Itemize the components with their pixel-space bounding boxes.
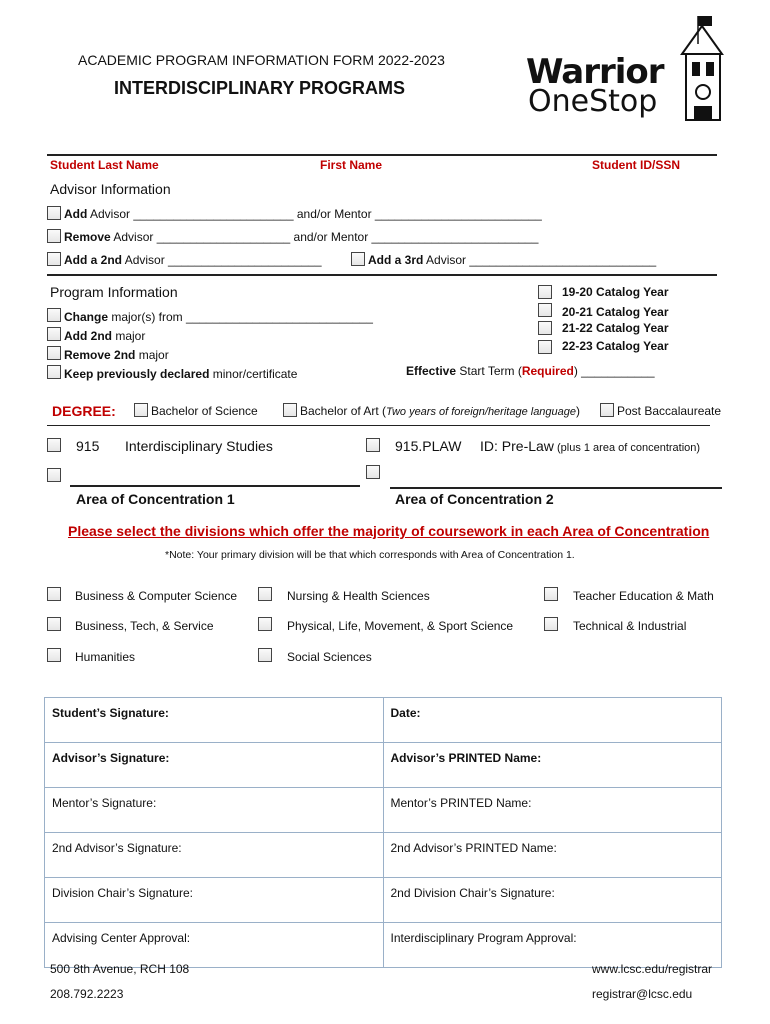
- add-2nd-major-checkbox[interactable]: [47, 327, 61, 341]
- post-bacc-label: Post Baccalaureate: [617, 404, 722, 418]
- concentration-1-checkbox[interactable]: [47, 468, 61, 482]
- bachelor-science-label: Bachelor of Science: [151, 404, 258, 418]
- concentration-1-field[interactable]: [70, 485, 360, 487]
- division-social-sciences-checkbox[interactable]: [258, 648, 272, 662]
- advisor-info-heading: Advisor Information: [50, 181, 171, 197]
- mentor-signature-cell[interactable]: Mentor’s Signature:: [45, 788, 384, 833]
- catalog-22-23-checkbox[interactable]: [538, 340, 552, 354]
- division-physical-life-checkbox[interactable]: [258, 617, 272, 631]
- add-advisor-checkbox[interactable]: [47, 206, 61, 220]
- change-major-line: Change major(s) from ____________________________: [64, 310, 373, 324]
- division-chair-signature-cell[interactable]: Division Chair’s Signature:: [45, 878, 384, 923]
- major-name-interdisciplinary: Interdisciplinary Studies: [125, 438, 273, 454]
- catalog-21-22-label: 21-22 Catalog Year: [562, 321, 669, 335]
- warrior-onestop-logo: Warrior OneStop: [526, 14, 726, 124]
- catalog-22-23-label: 22-23 Catalog Year: [562, 339, 669, 353]
- student-last-name-label: Student Last Name: [50, 158, 159, 172]
- major-code-915-plaw: 915.PLAW: [395, 438, 462, 454]
- catalog-19-20-label: 19-20 Catalog Year: [562, 285, 669, 299]
- second-advisor-printed-name-cell[interactable]: 2nd Advisor’s PRINTED Name:: [383, 833, 722, 878]
- program-info-heading: Program Information: [50, 284, 178, 300]
- bachelor-art-label: Bachelor of Art (Two years of foreign/heritage language): [300, 404, 581, 418]
- catalog-20-21-label: 20-21 Catalog Year: [562, 305, 669, 319]
- catalog-19-20-checkbox[interactable]: [538, 285, 552, 299]
- division-business-cs-label: Business & Computer Science: [75, 589, 238, 603]
- table-row: [45, 698, 722, 743]
- concentration-2-field[interactable]: [390, 487, 722, 489]
- student-id-label: Student ID/SSN: [592, 158, 681, 172]
- bachelor-art-checkbox[interactable]: [283, 403, 297, 417]
- division-physical-life-label: Physical, Life, Movement, & Sport Science: [287, 619, 514, 633]
- degree-label: DEGREE:: [52, 403, 116, 419]
- add-3rd-advisor-checkbox[interactable]: [351, 252, 365, 266]
- division-business-cs-checkbox[interactable]: [47, 587, 61, 601]
- student-signature-cell[interactable]: Student’s Signature:: [45, 698, 384, 743]
- divisions-note: *Note: Your primary division will be that which corresponds with Area of Concentration 1.: [165, 549, 575, 561]
- change-major-checkbox[interactable]: [47, 308, 61, 322]
- second-advisor-signature-cell[interactable]: 2nd Advisor’s Signature:: [45, 833, 384, 878]
- advising-center-approval-cell[interactable]: Advising Center Approval:: [45, 923, 384, 968]
- add-2nd-advisor-checkbox[interactable]: [47, 252, 61, 266]
- division-humanities-label: Humanities: [75, 650, 136, 664]
- effective-start-term: Effective Start Term (Required) ___________: [406, 364, 655, 378]
- footer-phone: 208.792.2223: [50, 987, 124, 1001]
- concentration-2-checkbox[interactable]: [366, 465, 380, 479]
- major-name-pre-law: ID: Pre-Law (plus 1 area of concentration): [480, 438, 701, 454]
- remove-2nd-major-checkbox[interactable]: [47, 346, 61, 360]
- advisor-printed-name-cell[interactable]: Advisor’s PRINTED Name:: [383, 743, 722, 788]
- division-humanities-checkbox[interactable]: [47, 648, 61, 662]
- catalog-21-22-checkbox[interactable]: [538, 321, 552, 335]
- mentor-printed-name-cell[interactable]: Mentor’s PRINTED Name:: [383, 788, 722, 833]
- remove-advisor-line: Remove Advisor ____________________ and/or Mentor _________________________: [64, 230, 539, 244]
- divisions-instruction: Please select the divisions which offer the majority of coursework in each Area of Concentration: [68, 523, 710, 539]
- table-row: [45, 743, 722, 788]
- remove-advisor-checkbox[interactable]: [47, 229, 61, 243]
- post-bacc-checkbox[interactable]: [600, 403, 614, 417]
- advisor-signature-cell[interactable]: Advisor’s Signature:: [45, 743, 384, 788]
- table-row: [45, 878, 722, 923]
- table-row: [45, 833, 722, 878]
- second-division-chair-signature-cell[interactable]: 2nd Division Chair’s Signature:: [383, 878, 722, 923]
- footer-email[interactable]: registrar@lcsc.edu: [592, 987, 693, 1001]
- division-technical-label: Technical & Industrial: [573, 619, 687, 633]
- keep-declared-line: Keep previously declared minor/certificate: [64, 367, 298, 381]
- program-title: INTERDISCIPLINARY PROGRAMS: [114, 78, 406, 98]
- form-title: ACADEMIC PROGRAM INFORMATION FORM 2022-2023: [78, 52, 445, 68]
- remove-2nd-major-line: Remove 2nd major: [64, 348, 169, 362]
- division-social-sciences-label: Social Sciences: [287, 650, 372, 664]
- footer-address: 500 8th Avenue, RCH 108: [50, 962, 190, 976]
- concentration-1-label: Area of Concentration 1: [76, 491, 235, 507]
- add-2nd-major-line: Add 2nd major: [64, 329, 146, 343]
- bachelor-science-checkbox[interactable]: [134, 403, 148, 417]
- table-row: [45, 923, 722, 968]
- pre-law-checkbox[interactable]: [366, 438, 380, 452]
- division-business-tech-label: Business, Tech, & Service: [75, 619, 214, 633]
- concentration-2-label: Area of Concentration 2: [395, 491, 554, 507]
- division-nursing-checkbox[interactable]: [258, 587, 272, 601]
- first-name-label: First Name: [320, 158, 383, 172]
- signature-table: [44, 697, 722, 968]
- add-2nd-advisor-line: Add a 2nd Advisor _______________________: [64, 253, 322, 267]
- division-business-tech-checkbox[interactable]: [47, 617, 61, 631]
- footer-website[interactable]: www.lcsc.edu/registrar: [592, 962, 713, 976]
- catalog-20-21-checkbox[interactable]: [538, 303, 552, 317]
- division-nursing-label: Nursing & Health Sciences: [287, 589, 430, 603]
- division-teacher-ed-checkbox[interactable]: [544, 587, 558, 601]
- add-advisor-line: Add Advisor ________________________ and/or Mentor _________________________: [64, 207, 542, 221]
- major-code-915: 915: [76, 438, 100, 454]
- add-3rd-advisor-line: Add a 3rd Advisor ____________________________: [368, 253, 657, 267]
- interdisciplinary-approval-cell[interactable]: Interdisciplinary Program Approval:: [383, 923, 722, 968]
- clock-tower-icon: [672, 14, 732, 124]
- keep-declared-checkbox[interactable]: [47, 365, 61, 379]
- date-cell[interactable]: Date:: [383, 698, 722, 743]
- table-row: [45, 788, 722, 833]
- interdisciplinary-studies-checkbox[interactable]: [47, 438, 61, 452]
- division-technical-checkbox[interactable]: [544, 617, 558, 631]
- division-teacher-ed-label: Teacher Education & Math: [573, 589, 714, 603]
